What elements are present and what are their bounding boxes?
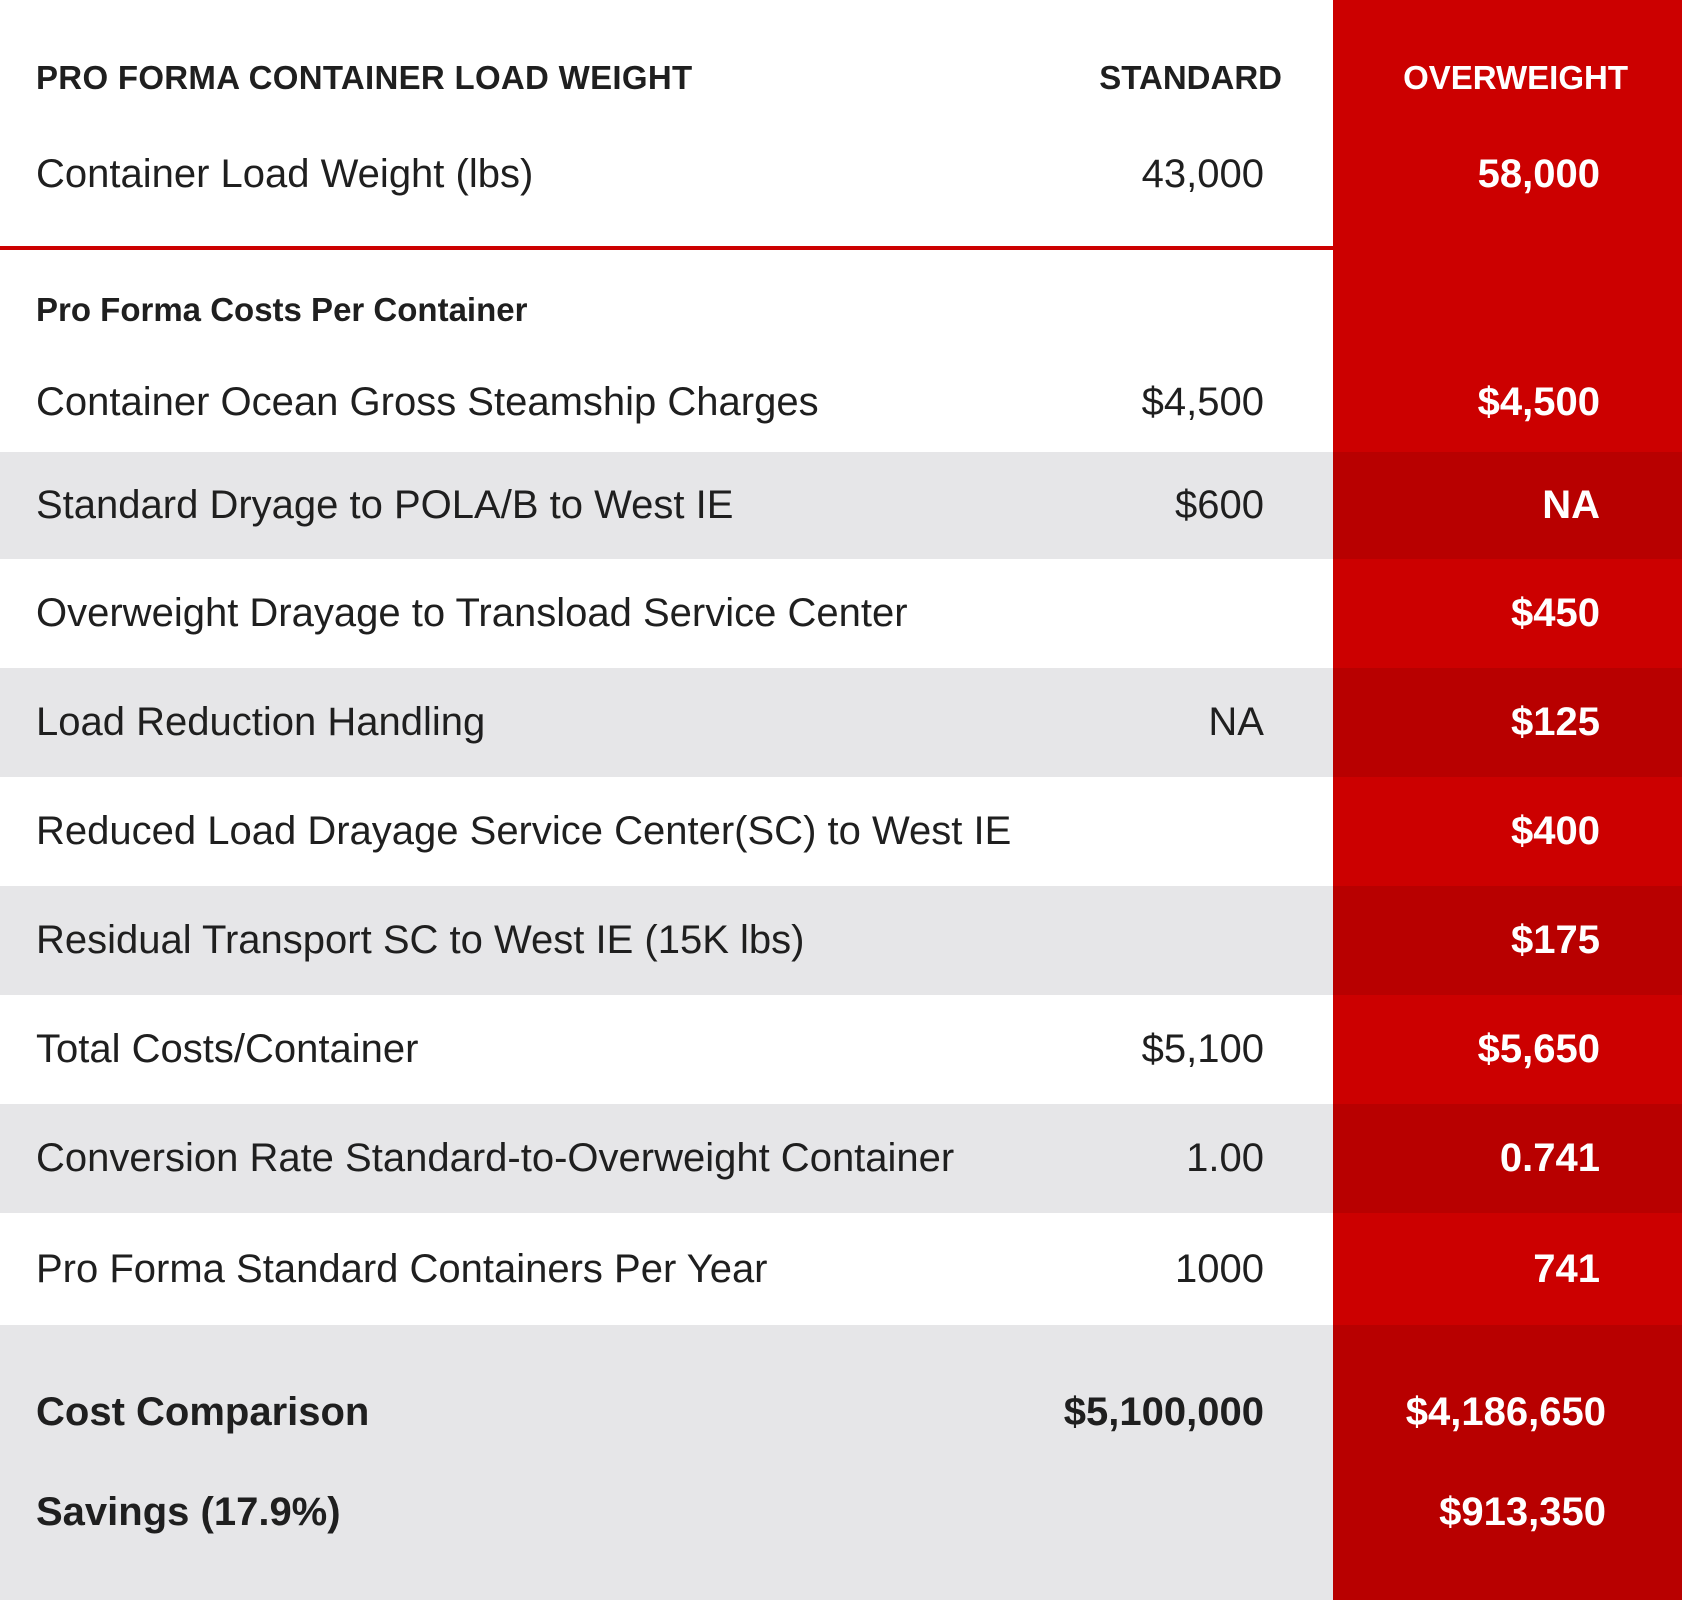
table-row (0, 1213, 1682, 1325)
row-standard-value: 1000 (1175, 1246, 1264, 1291)
row-overweight-value: NA (1333, 452, 1682, 559)
section-divider (0, 246, 1333, 250)
row-label: Residual Transport SC to West IE (15K lbs) (36, 918, 805, 962)
table-row (0, 886, 1682, 995)
row-standard-value: 1.00 (1186, 1136, 1264, 1180)
column-header-overweight: OVERWEIGHT (1403, 59, 1628, 96)
row-standard-value (844, 777, 1264, 886)
column-header-standard: STANDARD (1099, 59, 1282, 96)
table-header-row (0, 30, 1682, 126)
row-standard-value (844, 886, 1264, 995)
row-standard-value: NA (1208, 700, 1264, 744)
load-weight-label: Container Load Weight (lbs) (36, 151, 534, 196)
row-label: Overweight Drayage to Transload Service Center (36, 591, 908, 635)
cost-comparison-label: Cost Comparison (36, 1389, 370, 1434)
row-overweight-value: $450 (1333, 559, 1682, 668)
load-weight-overweight: 58,000 (1477, 151, 1600, 196)
row-overweight-value: $4,500 (1477, 379, 1600, 424)
row-overweight-value: $175 (1333, 886, 1682, 995)
row-label: Container Ocean Gross Steamship Charges (36, 379, 819, 424)
section-title: Pro Forma Costs Per Container (36, 291, 528, 328)
row-standard-value: $5,100 (1141, 1027, 1264, 1071)
cost-comparison-standard: $5,100,000 (1063, 1389, 1264, 1434)
row-overweight-value: $125 (1333, 668, 1682, 777)
row-standard-value (844, 559, 1264, 668)
table-row (0, 777, 1682, 886)
table-title: PRO FORMA CONTAINER LOAD WEIGHT (36, 59, 693, 96)
row-overweight-value: $400 (1333, 777, 1682, 886)
savings-overweight: $913,350 (1439, 1489, 1606, 1534)
row-label: Reduced Load Drayage Service Center(SC) to West IE (36, 809, 1012, 853)
table-row (0, 668, 1682, 777)
table-row (0, 1104, 1682, 1213)
savings-row (0, 1462, 1682, 1562)
row-standard-value: $600 (1175, 483, 1264, 527)
section-title-row (0, 262, 1682, 358)
table-row (0, 559, 1682, 668)
row-label: Total Costs/Container (36, 1027, 419, 1071)
load-weight-row (0, 126, 1682, 222)
load-weight-standard: 43,000 (1141, 151, 1264, 196)
savings-standard (844, 1462, 1264, 1562)
table-row (0, 352, 1682, 452)
table-row (0, 995, 1682, 1104)
row-label: Conversion Rate Standard-to-Overweight Container (36, 1136, 955, 1180)
cost-comparison-overweight: $4,186,650 (1405, 1389, 1606, 1434)
row-overweight-value: 0.741 (1333, 1104, 1682, 1213)
savings-label: Savings (17.9%) (36, 1489, 341, 1534)
row-overweight-value: $5,650 (1333, 995, 1682, 1104)
table-row (0, 452, 1682, 559)
row-standard-value: $4,500 (1141, 379, 1264, 424)
row-label: Standard Dryage to POLA/B to West IE (36, 483, 734, 527)
row-label: Load Reduction Handling (36, 700, 486, 744)
row-overweight-value: 741 (1333, 1213, 1682, 1325)
row-label: Pro Forma Standard Containers Per Year (36, 1246, 768, 1291)
cost-comparison-row (0, 1362, 1682, 1462)
